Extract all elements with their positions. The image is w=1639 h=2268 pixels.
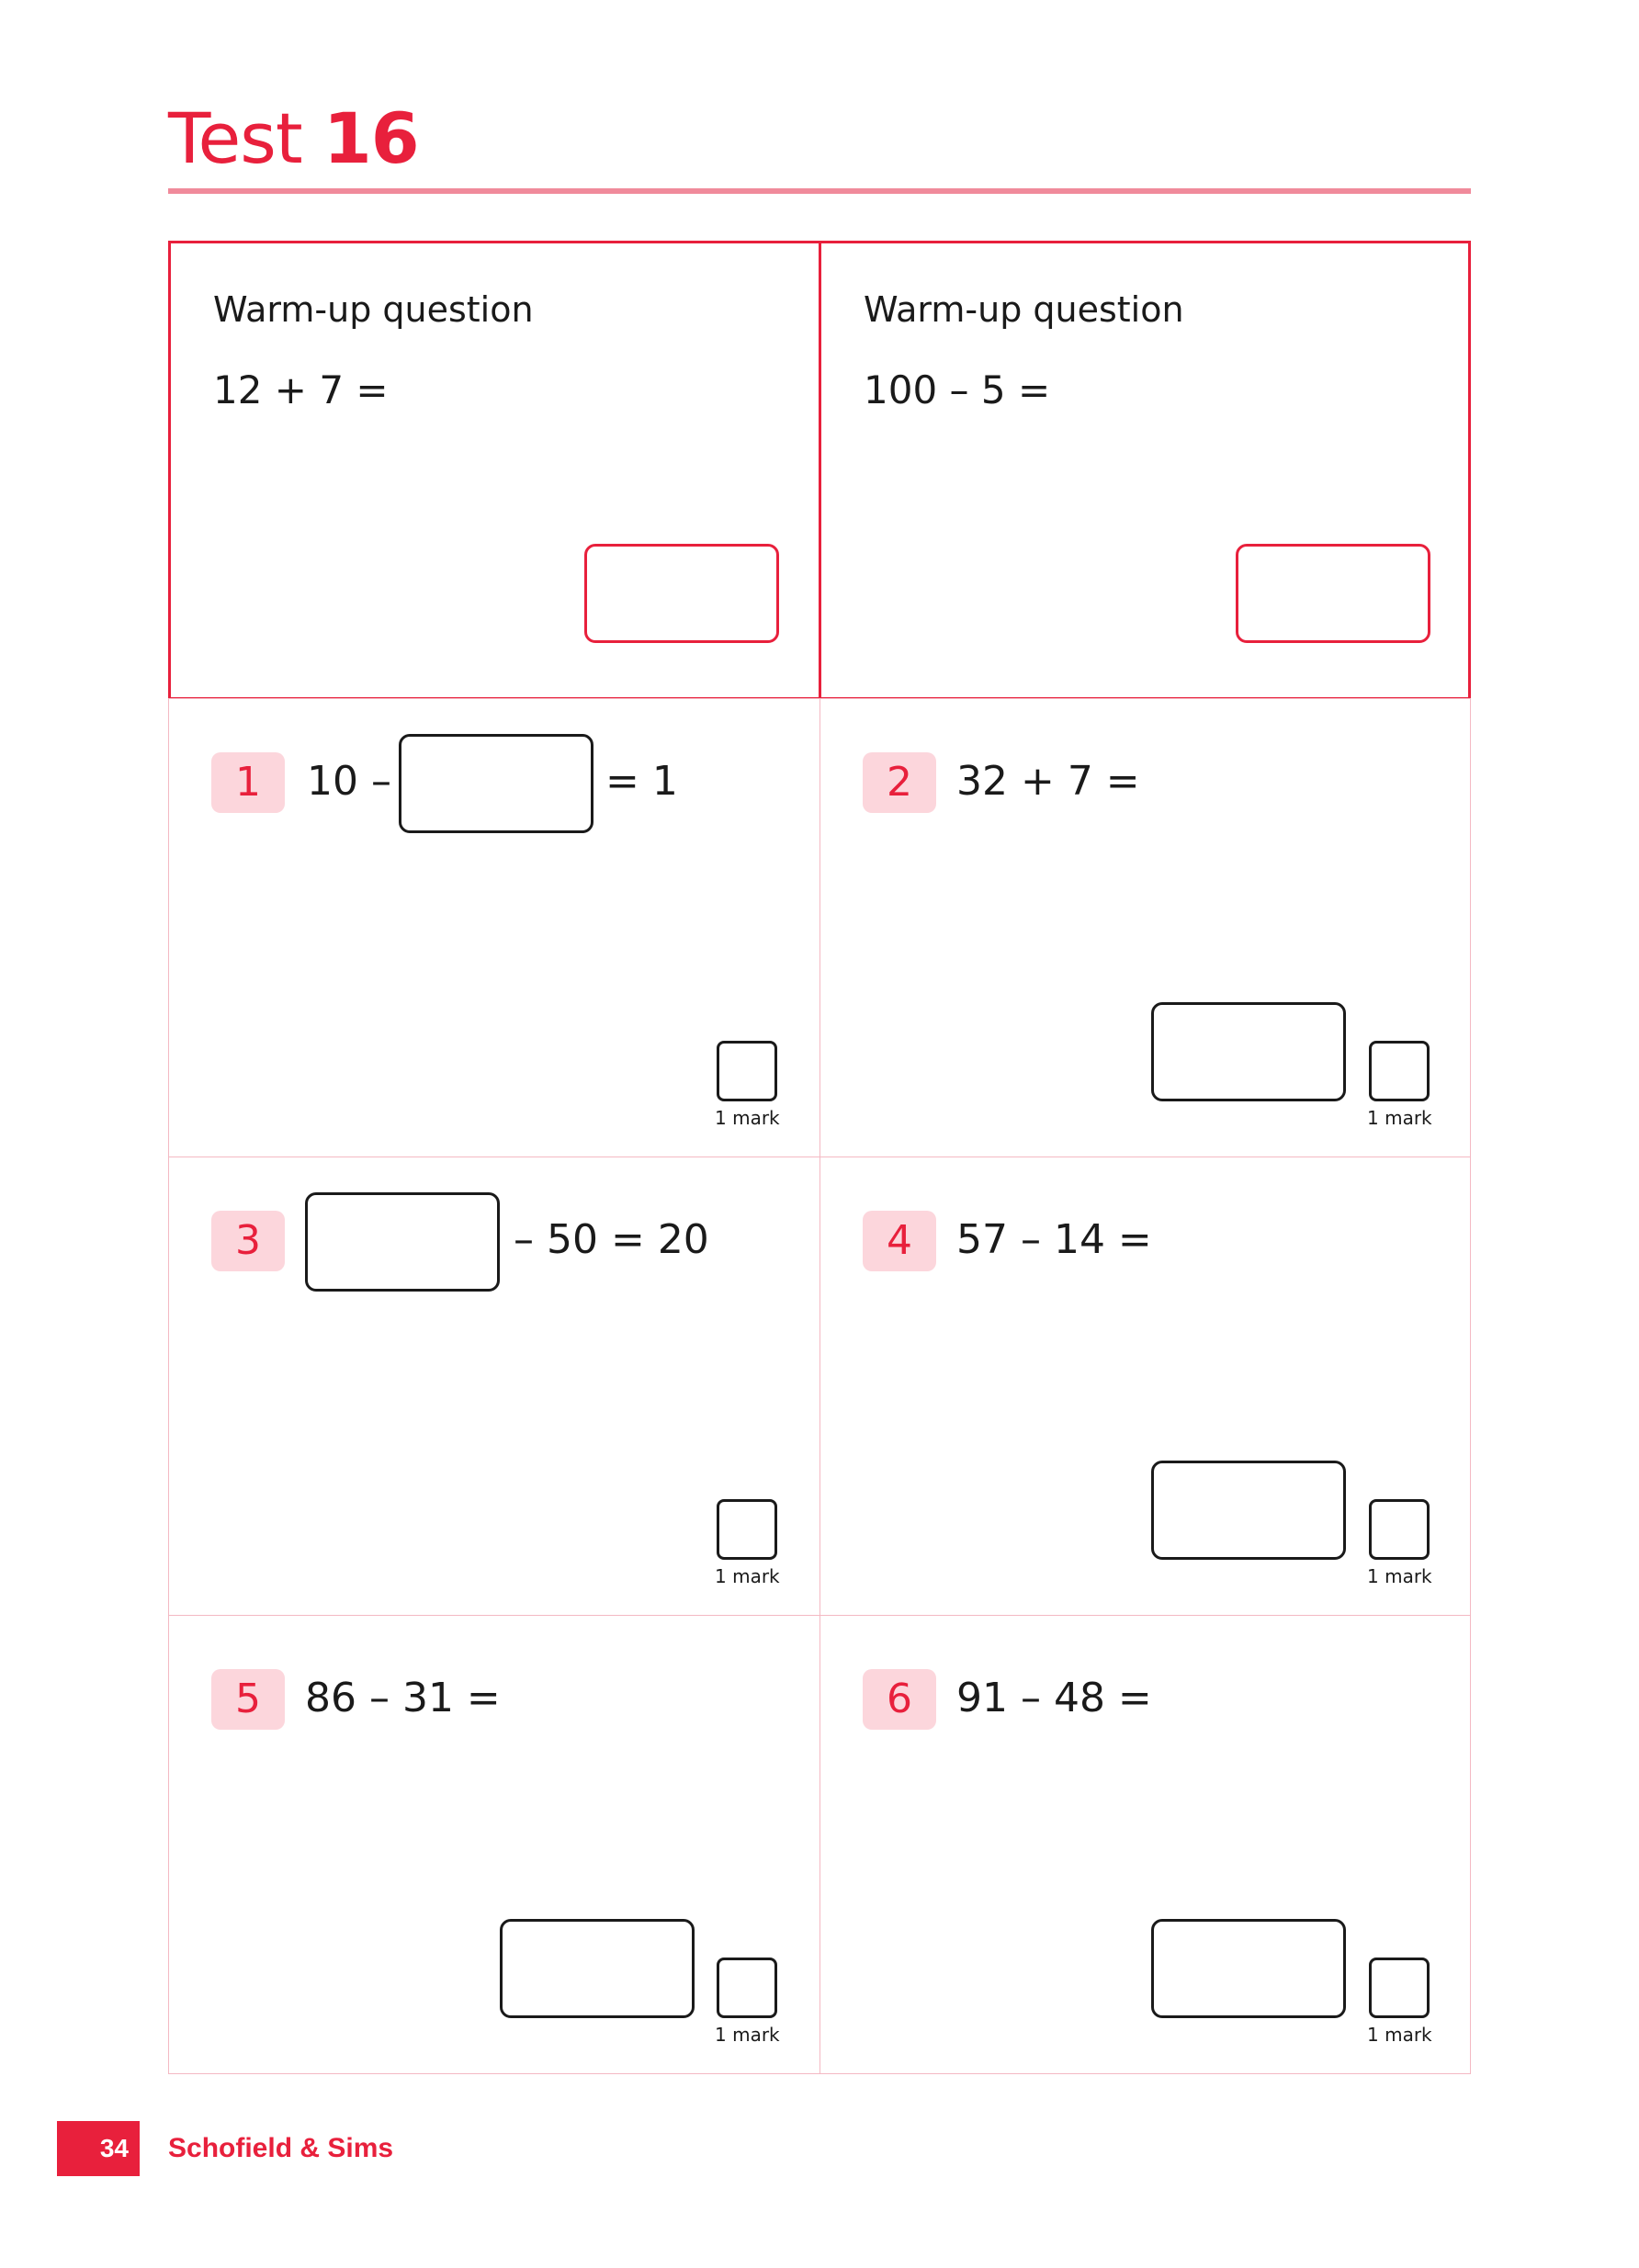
- warmup-expression: 100 – 5 =: [864, 367, 1051, 412]
- mark-label: 1 mark: [1367, 1565, 1432, 1587]
- question-number-badge: 4: [863, 1211, 936, 1271]
- warmup-answer-box[interactable]: [584, 544, 779, 643]
- question-number-badge: 5: [211, 1669, 285, 1730]
- mark-label: 1 mark: [715, 1565, 780, 1587]
- question-expression: 57 – 14 =: [956, 1216, 1152, 1263]
- question-cell-1: [168, 698, 820, 1157]
- mark-label: 1 mark: [715, 2024, 780, 2046]
- warmup-cell-1: [168, 241, 821, 700]
- answer-box[interactable]: [1151, 1461, 1346, 1560]
- mark-box[interactable]: [1369, 1958, 1430, 2018]
- answer-box[interactable]: [399, 734, 593, 833]
- mark-box[interactable]: [717, 1958, 777, 2018]
- question-cell-2: [820, 698, 1471, 1157]
- answer-box[interactable]: [305, 1192, 500, 1292]
- question-expression-part: – 50 = 20: [514, 1216, 709, 1263]
- mark-label: 1 mark: [715, 1107, 780, 1129]
- answer-box[interactable]: [1151, 1002, 1346, 1101]
- warmup-label: Warm-up question: [213, 289, 534, 330]
- answer-box[interactable]: [1151, 1919, 1346, 2018]
- mark-box[interactable]: [1369, 1499, 1430, 1560]
- mark-box[interactable]: [717, 1041, 777, 1101]
- page-title: [168, 97, 419, 179]
- question-cell-6: [820, 1615, 1471, 2074]
- title-prefix: Test: [168, 97, 323, 179]
- question-expression: 32 + 7 =: [956, 758, 1140, 805]
- question-number-badge: 6: [863, 1669, 936, 1730]
- mark-box[interactable]: [717, 1499, 777, 1560]
- publisher-name: Schofield & Sims: [168, 2133, 394, 2163]
- question-cell-3: [168, 1157, 820, 1616]
- mark-label: 1 mark: [1367, 1107, 1432, 1129]
- question-expression-part: 10 –: [307, 758, 391, 805]
- mark-box[interactable]: [1369, 1041, 1430, 1101]
- warmup-answer-box[interactable]: [1236, 544, 1430, 643]
- mark-label: 1 mark: [1367, 2024, 1432, 2046]
- title-number: 16: [322, 97, 419, 179]
- question-cell-4: [820, 1157, 1471, 1616]
- warmup-cell-2: [819, 241, 1471, 700]
- question-expression: 91 – 48 =: [956, 1675, 1152, 1721]
- warmup-expression: 12 + 7 =: [213, 367, 389, 412]
- page-number: 34: [57, 2121, 140, 2176]
- question-expression: 86 – 31 =: [305, 1675, 501, 1721]
- answer-box[interactable]: [500, 1919, 695, 2018]
- question-number-badge: 3: [211, 1211, 285, 1271]
- question-cell-5: [168, 1615, 820, 2074]
- question-number-badge: 2: [863, 752, 936, 813]
- warmup-label: Warm-up question: [864, 289, 1184, 330]
- title-divider: [168, 188, 1471, 194]
- question-number-badge: 1: [211, 752, 285, 813]
- question-expression-part: = 1: [605, 758, 678, 805]
